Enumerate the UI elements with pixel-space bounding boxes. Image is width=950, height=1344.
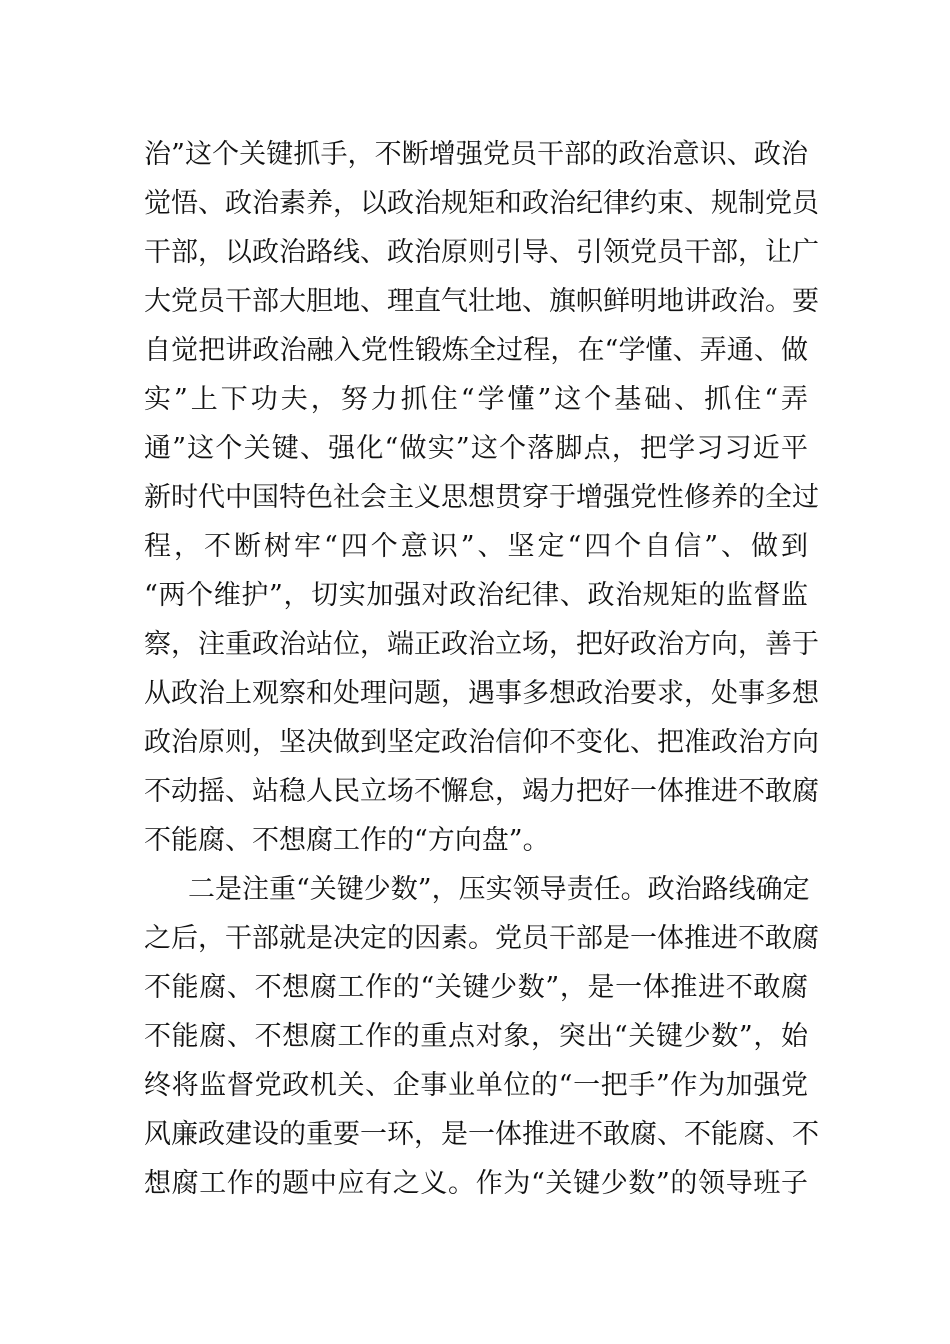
text-line: 治”这个关键抓手，不断增强党员干部的政治意识、政治 (144, 139, 808, 170)
text-line-first: 二是注重“关键少数”，压实领导责任。政治路线确定 (188, 874, 810, 905)
text-line: 干部，以政治路线、政治原则引导、引领党员干部，让广 (144, 237, 819, 268)
text-line: 之后，干部就是决定的因素。党员干部是一体推进不敢腐 (144, 923, 819, 954)
text-line: “两个维护”，切实加强对政治纪律、政治规矩的监督监 (144, 580, 808, 611)
paragraph-1 (144, 130, 819, 865)
text-line: 风廉政建设的重要一环，是一体推进不敢腐、不能腐、不 (144, 1119, 819, 1150)
text-line-last: 不能腐、不想腐工作的“方向盘”。 (144, 825, 550, 856)
text-line: 新时代中国特色社会主义思想贯穿于增强党性修养的全过 (144, 482, 819, 513)
text-line: 通”这个关键、强化“做实”这个落脚点，把学习习近平 (144, 433, 808, 464)
paragraph-2 (144, 865, 819, 1208)
text-line: 实”上下功夫，努力抓住“学懂”这个基础、抓住“弄 (144, 384, 808, 415)
text-line: 自觉把讲政治融入党性锻炼全过程，在“学懂、弄通、做 (144, 335, 808, 366)
text-line: 终将监督党政机关、企事业单位的“一把手”作为加强党 (144, 1070, 808, 1101)
text-line: 大党员干部大胆地、理直气壮地、旗帜鲜明地讲政治。要 (144, 286, 819, 317)
document-body (144, 130, 819, 1208)
text-line: 程，不断树牢“四个意识”、坚定“四个自信”、做到 (144, 531, 808, 562)
text-line: 不能腐、不想腐工作的重点对象，突出“关键少数”，始 (144, 1021, 808, 1052)
text-line: 想腐工作的题中应有之义。作为“关键少数”的领导班子 (144, 1168, 808, 1199)
text-line: 察，注重政治站位，端正政治立场，把好政治方向，善于 (144, 629, 819, 660)
text-line: 觉悟、政治素养，以政治规矩和政治纪律约束、规制党员 (144, 188, 819, 219)
text-line: 不能腐、不想腐工作的“关键少数”，是一体推进不敢腐 (144, 972, 808, 1003)
text-line: 从政治上观察和处理问题，遇事多想政治要求，处事多想 (144, 678, 819, 709)
text-line: 政治原则，坚决做到坚定政治信仰不变化、把准政治方向 (144, 727, 819, 758)
text-line: 不动摇、站稳人民立场不懈怠，竭力把好一体推进不敢腐 (144, 776, 819, 807)
